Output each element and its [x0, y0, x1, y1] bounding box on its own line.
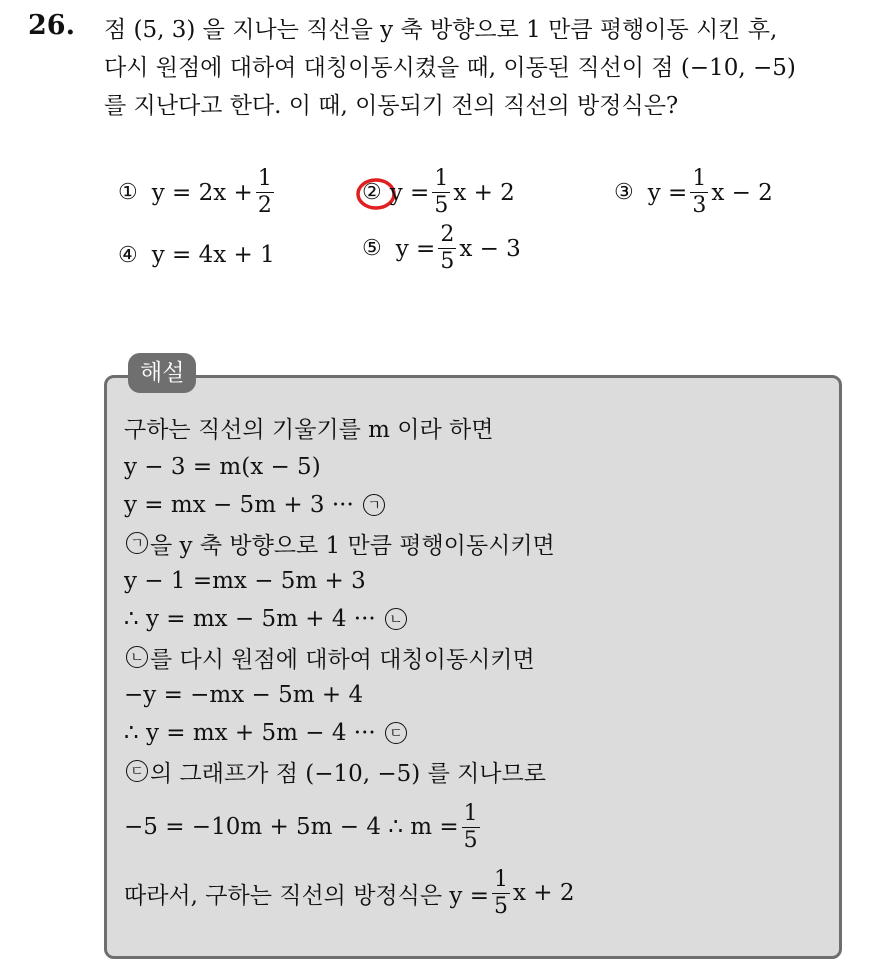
question-number: 26. [28, 10, 75, 41]
choice-1[interactable] [118, 168, 277, 217]
solution-line-11: −5 = −10m + 5m − 4 ∴ m = $\frac{1}{5}$ [124, 800, 478, 853]
fraction: $\frac{1}{5}$ [463, 800, 478, 853]
choice-number: ② [362, 180, 382, 205]
fraction: $\frac{1}{3}$ [692, 166, 707, 218]
choice-5[interactable] [362, 224, 521, 273]
solution-line-2: y − 3 = m(x − 5) [124, 454, 321, 480]
choice-expr: y = [395, 235, 436, 262]
choice-number: ④ [118, 242, 138, 268]
solution-line-10: ㄷ 의 그래프가 점 (−10, −5) 를 지나므로 [124, 754, 546, 788]
solution-line-3: y = mx − 5m + 3 ··· ㄱ [124, 488, 387, 522]
circled-label-icon: ㄷ [385, 722, 407, 744]
question-line-1: 점 (5, 3) 을 지나는 직선을 y 축 방향으로 1 만큼 평행이동 시킨 후, [104, 17, 778, 43]
circled-label-icon: ㄷ [126, 760, 148, 782]
fraction: $\frac{1}{2}$ [257, 166, 272, 218]
choice-number: ⑤ [362, 236, 382, 261]
choice-3[interactable] [614, 168, 773, 217]
choice-expr-post: x − 3 [459, 235, 521, 262]
fraction: $\frac{1}{5}$ [434, 166, 449, 218]
choice-2[interactable] [362, 168, 515, 217]
choice-number: ③ [614, 180, 634, 205]
circled-label-icon: ㄴ [126, 646, 148, 668]
choice-expr: y = [647, 179, 688, 206]
solution-tag: 해설 [128, 353, 196, 393]
choice-expr: y = 4x + 1 [151, 242, 275, 268]
circled-label-icon: ㄱ [126, 532, 148, 554]
fraction: $\frac{2}{5}$ [440, 222, 455, 274]
choice-number: ① [118, 180, 138, 205]
circled-label-icon: ㄱ [363, 494, 385, 516]
choice-expr: y = [389, 179, 430, 206]
circled-label-icon: ㄴ [385, 608, 407, 630]
solution-line-12: 따라서, 구하는 직선의 방정식은 y = $\frac{1}{5}$ x + 2 [124, 866, 575, 919]
solution-line-8: −y = −mx − 5m + 4 [124, 682, 364, 708]
choice-expr-post: x + 2 [453, 179, 515, 206]
choice-expr-post: x − 2 [711, 179, 773, 206]
solution-line-7: ㄴ 를 다시 원점에 대하여 대칭이동시키면 [124, 640, 535, 674]
solution-line-5: y − 1 =mx − 5m + 3 [124, 568, 366, 594]
question-line-2: 다시 원점에 대하여 대칭이동시켰을 때, 이동된 직선이 점 (−10, −5) [104, 55, 796, 81]
choice-4[interactable] [118, 242, 275, 268]
question-line-3: 를 지난다고 한다. 이 때, 이동되기 전의 직선의 방정식은? [104, 93, 679, 119]
solution-line-9: ∴ y = mx + 5m − 4 ··· ㄷ [124, 716, 409, 750]
fraction: $\frac{1}{5}$ [493, 866, 508, 919]
solution-line-1: 구하는 직선의 기울기를 m 이라 하면 [124, 416, 494, 443]
solution-line-4: ㄱ 을 y 축 방향으로 1 만큼 평행이동시키면 [124, 526, 555, 560]
solution-line-6: ∴ y = mx − 5m + 4 ··· ㄴ [124, 602, 409, 636]
choice-expr: y = 2x + [151, 179, 253, 206]
